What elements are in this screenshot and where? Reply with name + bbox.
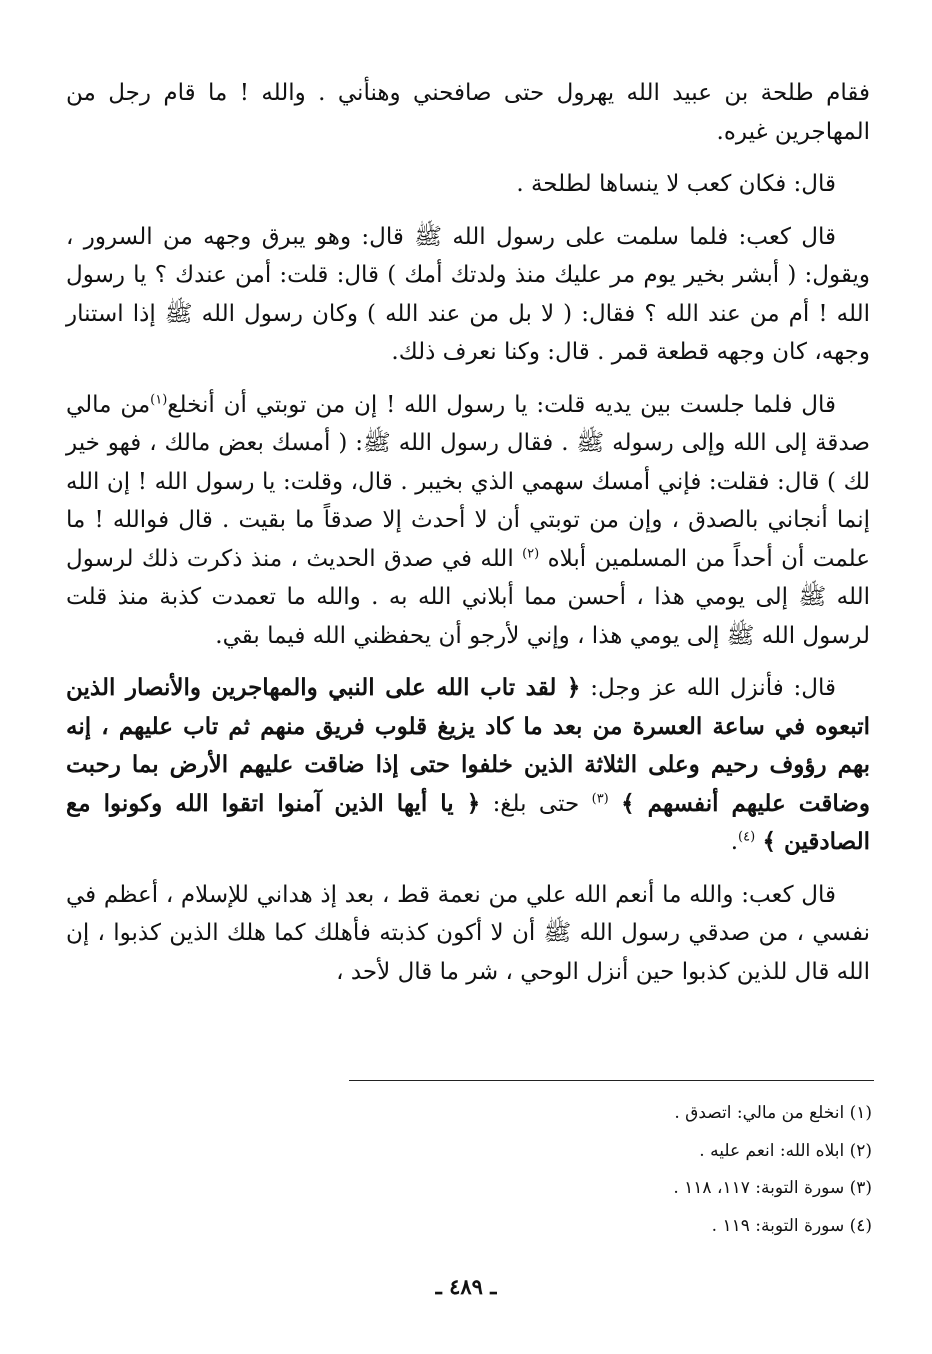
- footnote-ref-4: (٤): [738, 829, 756, 845]
- paragraph-5-end: .: [730, 829, 739, 855]
- footnote-2: (٢) ابلاه الله: انعم عليه .: [699, 1140, 872, 1161]
- footnote-divider: [349, 1080, 874, 1081]
- paragraph-6-text: قال كعب: والله ما أنعم الله علي من نعمة قط ، بعد إذ هداني للإسلام ، أعظم في نفسي ، من صدقي رسول الله ﷺ أن لا أكون كذبته فأهلك كما هلك الذين كذبوا ، إن الله قال للذين كذبوا حين أنزل الوحي ، شر ما قال لأحد ،: [66, 881, 870, 985]
- quran-verse-2: ﴿ يا أيها الذين آمنوا اتقوا الله وكونوا مع الصادقين ﴾: [66, 789, 870, 855]
- footnote-1: (١) انخلع من مالي: اتصدق .: [674, 1103, 872, 1123]
- paragraph-6: [66, 876, 870, 992]
- paragraph-1-text: فقام طلحة بن عبيد الله يهرول حتى صافحني وهنأني . والله ! ما قام رجل من المهاجرين غيره.: [66, 80, 870, 145]
- footnote-ref-2: (٢): [522, 545, 540, 561]
- footnote-3: (٣) سورة التوبة: ١١٧، ١١٨ .: [673, 1178, 872, 1198]
- paragraph-3-text: قال كعب: فلما سلمت على رسول الله ﷺ قال: وهو يبرق وجهه من السرور ، ويقول: ( أبشر بخير يوم مر عليك منذ ولدتك أمك ) قال: قلت: أمن عندك ؟ يا رسول الله ! أم من عند الله ؟ فقال: ( لا بل من عند الله ) وكان رسول الله ﷺ إذا استنار وجهه، كان وجهه قطعة قمر . قال: وكنا نعرف ذلك.: [66, 223, 870, 365]
- main-text: [66, 74, 870, 1005]
- page-number: ـ ٤٨٩ ـ: [435, 1274, 497, 1299]
- paragraph-4-text-c: الله في صدق الحديث ، منذ ذكرت ذلك لرسول الله ﷺ إلى يومي هذا ، أحسن مما أبلاني الله به . والله ما تعمدت كذبة منذ قلت لرسول الله ﷺ إلى يومي هذا ، وإني لأرجو أن يحفظني الله فيما بقي.: [66, 545, 870, 649]
- paragraph-4: [66, 386, 870, 656]
- footnote-4: (٤) سورة التوبة: ١١٩ .: [711, 1215, 872, 1236]
- paragraph-5-intro: قال: فأنزل الله عز وجل:: [590, 675, 836, 701]
- footnote-ref-3: (٣): [591, 790, 609, 806]
- paragraph-5: [66, 669, 870, 862]
- paragraph-4-text-a: قال فلما جلست بين يديه قلت: يا رسول الله ! إن من توبتي أن أنخلع: [167, 391, 836, 418]
- footnote-ref-1: (١): [150, 391, 168, 407]
- paragraph-2: [66, 165, 870, 204]
- footnotes: [300, 1095, 872, 1245]
- paragraph-5-middle: حتى بلغ:: [492, 790, 580, 817]
- quran-verse-1: ﴿ لقد تاب الله على النبي والمهاجرين والأنصار الذين اتبعوه في ساعة العسرة من بعد ما كاد يزيغ قلوب فريق منهم ثم تاب عليهم ، إنه بهم رؤوف رحيم وعلى الثلاثة الذين خلفوا حتى إذا ضاقت عليهم الأرض بما رحبت وضاقت عليهم أنفسهم ﴾: [66, 674, 870, 817]
- paragraph-2-text: قال: فكان كعب لا ينساها لطلحة .: [516, 171, 836, 197]
- paragraph-4-text-b: من مالي صدقة إلى الله وإلى رسوله ﷺ . فقال رسول الله ﷺ: ( أمسك بعض مالك ، فهو خير لك ) قال: فقلت: فإني أمسك سهمي الذي بخيبر . قال، وقلت: يا رسول الله ! إن الله إنما أنجاني بالصدق ، وإن من توبتي أن لا أحدث إلا صدقاً ما بقيت . قال فوالله ! ما علمت أن أحداً من المسلمين أبلاه: [66, 391, 870, 572]
- paragraph-3: [66, 218, 870, 372]
- paragraph-1: [66, 74, 870, 151]
